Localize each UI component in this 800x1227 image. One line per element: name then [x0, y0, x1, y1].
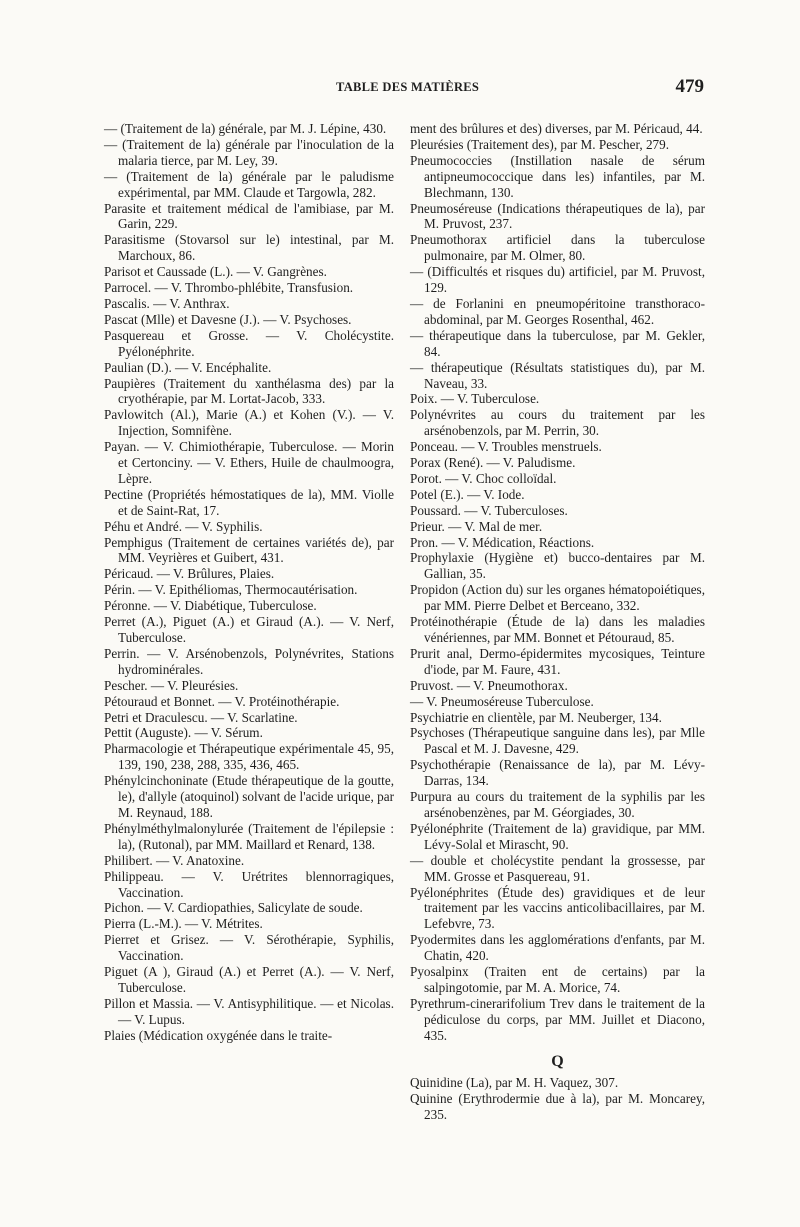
index-entry: — thérapeutique (Résultats statistiques du), par M. Naveau, 33. — [410, 359, 705, 391]
index-entry: — (Traitement de la) générale par le paludisme expérimental, par MM. Claude et Targowla, 282. — [104, 168, 394, 200]
index-entry: Psychoses (Thérapeutique sanguine dans les), par Mlle Pascal et M. J. Davesne, 429. — [410, 725, 705, 757]
index-entry: Polynévrites au cours du traitement par les arsénobenzols, par M. Perrin, 30. — [410, 407, 705, 439]
index-entry: Pleurésies (Traitement des), par M. Pescher, 279. — [410, 136, 670, 152]
index-entry: Pascat (Mlle) et Davesne (J.). — V. Psychoses. — [104, 311, 352, 327]
index-entry: Plaies (Médication oxygénée dans le traite- — [104, 1027, 333, 1043]
index-entry: Propidon (Action du) sur les organes hématopoiétiques, par MM. Pierre Delbet et Berceano, 332. — [410, 582, 705, 614]
index-entry: Protéinothérapie (Étude de la) dans les maladies vénériennes, par MM. Bonnet et Pétouraud, 85. — [410, 614, 705, 645]
index-entry: Péhu et André. — V. Syphilis. — [104, 518, 263, 534]
index-entry: Petri et Draculescu. — V. Scarlatine. — [104, 709, 298, 725]
index-entry: Pyosalpinx (Traiten ent de certains) par la salpingotomie, par M. A. Morice, 74. — [410, 964, 705, 995]
section-letter-q: Q — [551, 1052, 564, 1070]
index-entry: Pasquereau et Grosse. — V. Cholécystite. Pyélonéphrite. — [104, 327, 394, 359]
index-entry: Péricaud. — V. Brûlures, Plaies. — [104, 566, 275, 582]
index-entry: Pectine (Propriétés hémostatiques de la), MM. Violle et de Saint-Rat, 17. — [104, 486, 394, 518]
right-column — [410, 121, 705, 1123]
index-entry: Pyélonéphrites (Étude des) gravidiques et de leur traitement par les vaccins anticolibacillaires, par M. Lefebvre, 73. — [410, 884, 705, 932]
index-entry: Pneumococcies (Instillation nasale de sérum antipneumococcique dans les) infantiles, par M. Blechmann, 130. — [410, 152, 705, 200]
index-entry: — de Forlanini en pneumopéritoine transthoraco-abdominal, par M. Georges Rosenthal, 462. — [410, 295, 705, 327]
index-entry: Phénylméthylmalonylurée (Traitement de l'épilepsie : la), (Rutonal), par MM. Maillard et Renard, 138. — [104, 820, 394, 852]
index-entry: Poussard. — V. Tuberculoses. — [410, 502, 568, 518]
index-entry: Prurit anal, Dermo-épidermites mycosiques, Teinture d'iode, par M. Faure, 431. — [410, 645, 705, 677]
index-entry: Pillon et Massia. — V. Antisyphilitique. — et Nicolas. — V. Lupus. — [104, 995, 394, 1027]
index-entry: — (Traitement de la) générale par l'inoculation de la malaria tierce, par M. Ley, 39. — [104, 136, 394, 168]
left-column — [104, 121, 394, 1044]
index-entry: Perret (A.), Piguet (A.) et Giraud (A.). — V. Nerf, Tuberculose. — [104, 614, 394, 645]
index-entry: Pruvost. — V. Pneumothorax. — [410, 677, 568, 693]
index-entry: Pavlowitch (Al.), Marie (A.) et Kohen (V.). — V. Injection, Somnifène. — [104, 407, 394, 439]
index-entry: Pneumoséreuse (Indications thérapeutiques de la), par M. Pruvost, 237. — [410, 200, 705, 232]
index-entry: Parasite et traitement médical de l'amibiase, par M. Garin, 229. — [104, 200, 394, 232]
index-entry: Ponceau. — V. Troubles menstruels. — [410, 439, 602, 455]
index-entry: Pemphigus (Traitement de certaines variétés de), par MM. Veyrières et Guibert, 431. — [104, 534, 394, 566]
index-entry: Paupières (Traitement du xanthélasma des) par la cryothérapie, par M. Lortat-Jacob, 333. — [104, 375, 394, 407]
index-entry: — (Difficultés et risques du) artificiel, par M. Pruvost, 129. — [410, 264, 705, 296]
running-title: TABLE DES MATIÈRES — [336, 80, 480, 94]
index-entry: Pichon. — V. Cardiopathies, Salicylate de soude. — [104, 900, 363, 916]
index-entry: Paulian (D.). — V. Encéphalite. — [104, 359, 272, 375]
index-entry: Purpura au cours du traitement de la syphilis par les arsénobenzènes, par M. Géorgiades, 30. — [410, 789, 705, 820]
index-entry: Péronne. — V. Diabétique, Tuberculose. — [104, 598, 317, 614]
index-entry: Phénylcinchoninate (Etude thérapeutique de la goutte, le), d'allyle (atoquinol) solvant de l'acide urique, par M. Reynaud, 188. — [104, 773, 394, 820]
index-entry: Potel (E.). — V. Iode. — [410, 486, 525, 502]
index-entry: Porax (René). — V. Paludisme. — [410, 455, 576, 471]
index-entry: Pron. — V. Médication, Réactions. — [410, 534, 595, 550]
index-entry: Pettit (Auguste). — V. Sérum. — [104, 725, 263, 741]
index-entry: Porot. — V. Choc colloïdal. — [410, 470, 557, 486]
index-entry: Périn. — V. Epithéliomas, Thermocautérisation. — [104, 582, 358, 598]
index-entry: Payan. — V. Chimiothérapie, Tuberculose. — Morin et Certonciny. — V. Ethers, Huile de chaulmoogra, Lèpre. — [104, 439, 394, 486]
index-entry: Perrin. — V. Arsénobenzols, Polynévrites, Stations hydrominérales. — [104, 645, 394, 677]
index-entry: Philippeau. — V. Urétrites blennorragiques, Vaccination. — [104, 868, 394, 900]
index-entry: Pharmacologie et Thérapeutique expérimentale 45, 95, 139, 190, 238, 288, 335, 436, 465. — [104, 741, 394, 773]
index-entry: Parisot et Caussade (L.). — V. Gangrènes. — [104, 264, 327, 280]
index-entry: Pierra (L.-M.). — V. Métrites. — [104, 916, 263, 932]
index-entry: — double et cholécystite pendant la grossesse, par MM. Grosse et Pasquereau, 91. — [410, 852, 705, 884]
page-number: 479 — [675, 76, 704, 97]
index-entry: — V. Pneumoséreuse Tuberculose. — [410, 693, 594, 709]
index-entry: Quinine (Erythrodermie due à la), par M. Moncarey, 235. — [410, 1091, 705, 1123]
index-entry: ment des brûlures et des) diverses, par M. Péricaud, 44. — [410, 121, 703, 136]
index-entry: Prophylaxie (Hygiène et) bucco-dentaires par M. Gallian, 35. — [410, 550, 705, 582]
index-entry: Pétouraud et Bonnet. — V. Protéinothérapie. — [104, 693, 340, 709]
index-entry: Psychothérapie (Renaissance de la), par M. Lévy-Darras, 134. — [410, 757, 705, 789]
index-entry: Pescher. — V. Pleurésies. — [104, 677, 239, 693]
index-entry: Prieur. — V. Mal de mer. — [410, 518, 543, 534]
index-entry: — (Traitement de la) générale, par M. J. Lépine, 430. — [104, 121, 387, 136]
index-entry: Philibert. — V. Anatoxine. — [104, 852, 245, 868]
index-entry: Psychiatrie en clientèle, par M. Neuberger, 134. — [410, 709, 662, 725]
right-column-entries — [410, 121, 705, 1044]
index-entry: Pierret et Grisez. — V. Sérothérapie, Syphilis, Vaccination. — [104, 932, 394, 964]
index-entry: — thérapeutique dans la tuberculose, par M. Gekler, 84. — [410, 327, 705, 359]
index-entry: Pascalis. — V. Anthrax. — [104, 295, 230, 311]
q-section-entries — [410, 1075, 705, 1123]
index-entry: Pneumothorax artificiel dans la tuberculose pulmonaire, par M. Olmer, 80. — [410, 232, 705, 264]
page-header — [104, 76, 704, 102]
index-entry: Pyélonéphrite (Traitement de la) gravidique, par MM. Lévy-Solal et Mirascht, 90. — [410, 820, 705, 852]
index-entry: Pyrethrum-cinerarifolium Trev dans le traitement de la pédiculose du corps, par MM. Juillet et Diacono, 435. — [410, 995, 705, 1043]
index-entry: Parasitisme (Stovarsol sur le) intestinal, par M. Marchoux, 86. — [104, 232, 394, 264]
index-entry: Piguet (A ), Giraud (A.) et Perret (A.). — V. Nerf, Tuberculose. — [104, 964, 394, 995]
index-entry: Parrocel. — V. Thrombo-phlébite, Transfusion. — [104, 280, 354, 296]
index-entry: Quinidine (La), par M. H. Vaquez, 307. — [410, 1075, 619, 1091]
index-entry: Poix. — V. Tuberculose. — [410, 391, 540, 407]
index-entry: Pyodermites dans les agglomérations d'enfants, par M. Chatin, 420. — [410, 932, 705, 964]
